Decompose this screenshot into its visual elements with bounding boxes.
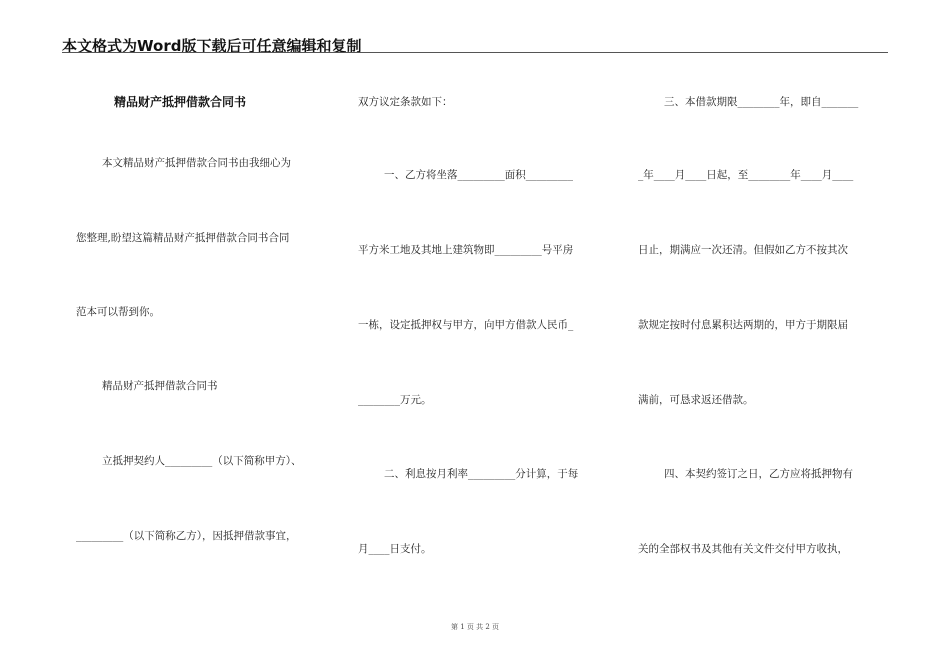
col3-line: _年____月____日起，至________年____月____ [638,169,854,181]
col3-line: 关的全部权书及其他有关文件交付甲方收执， [638,543,848,555]
col1-line: 立抵押契约人_________（以下简称甲方）、 [102,455,302,467]
col3-line: 满前，可恳求返还借款。 [638,394,754,406]
col3-line: 四、本契约签订之日，乙方应将抵押物有 [664,468,853,480]
document-header: 本文格式为Word版下载后可任意编辑和复制 [62,37,362,55]
col2-line: 双方议定条款如下： [358,96,453,108]
col2-line: ________万元。 [358,394,432,406]
header-rule [62,52,888,53]
page-number: 第 1 页 共 2 页 [450,623,500,631]
col2-line: 月____日支付。 [358,543,432,555]
col2-line: 平方米工地及其地上建筑物即_________号平房 [358,244,574,256]
col1-line: 本文精品财产抵押借款合同书由我细心为 [102,157,291,169]
col1-line: 您整理,盼望这篇精品财产抵押借款合同书合同 [76,232,290,244]
col1-line: _________（以下简称乙方），因抵押借款事宜， [76,530,297,542]
col1-line: 精品财产抵押借款合同书 [102,380,218,392]
col2-line: 一、乙方将坐落_________面积_________ [384,169,573,181]
col3-line: 款规定按时付息累积达两期的，甲方于期限届 [638,319,848,331]
col3-line: 三、本借款期限________年，即自_______ [664,96,859,108]
document-title: 精品财产抵押借款合同书 [114,95,247,109]
col3-line: 日止，期满应一次还清。但假如乙方不按其次 [638,244,848,256]
col2-line: 二、利息按月利率_________分计算，于每 [384,468,579,480]
col1-line: 范本可以帮到你。 [76,306,160,318]
col2-line: 一栋，设定抵押权与甲方，向甲方借款人民币_ [358,319,574,331]
